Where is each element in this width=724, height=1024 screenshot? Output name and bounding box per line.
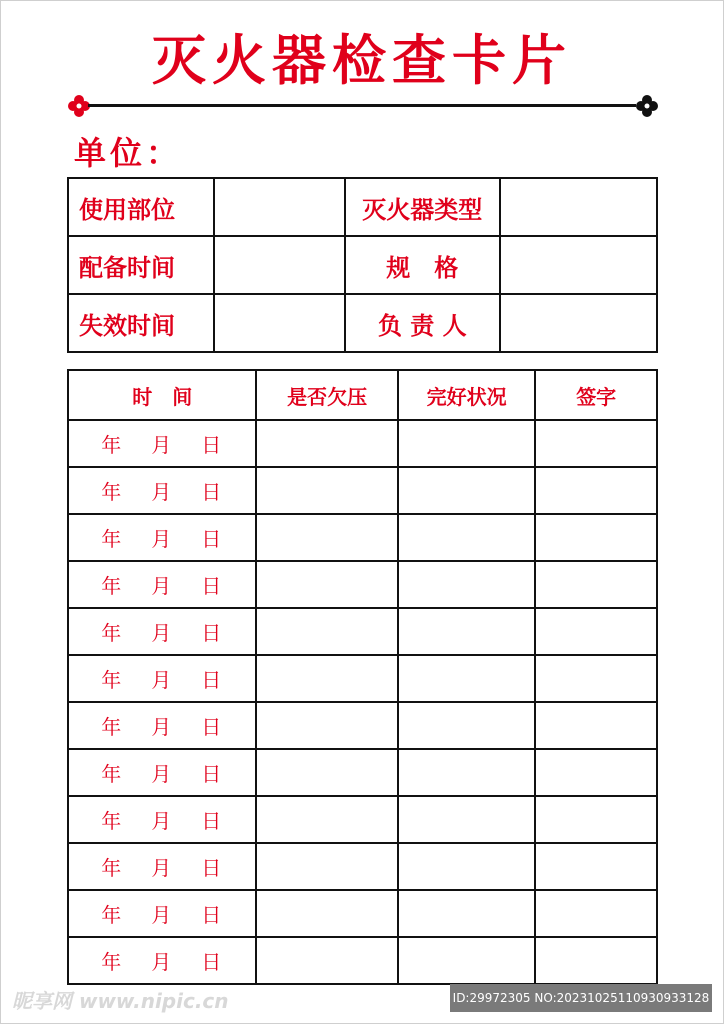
date-cell[interactable] [68, 514, 256, 561]
date-day-label: 日 [201, 903, 224, 927]
log-header-row [68, 370, 657, 420]
date-day-label: 日 [201, 527, 224, 551]
under-pressure-cell[interactable] [256, 420, 397, 467]
usage-location-label: 使用部位 [68, 178, 214, 236]
date-cell[interactable] [68, 796, 256, 843]
unit-label: 单位： [74, 134, 183, 172]
date-year-label: 年 [101, 480, 124, 504]
date-day-label: 日 [201, 762, 224, 786]
equip-date-label: 配备时间 [68, 236, 214, 294]
under-pressure-cell[interactable] [256, 655, 397, 702]
header-under-pressure: 是否欠压 [256, 370, 397, 420]
signature-cell[interactable] [535, 608, 657, 655]
table-row [68, 420, 657, 467]
under-pressure-cell[interactable] [256, 749, 397, 796]
date-cell[interactable] [68, 749, 256, 796]
image-id-badge: ID:29972305 NO:20231025110930933128 [450, 984, 712, 1012]
signature-cell[interactable] [535, 420, 657, 467]
date-day-label: 日 [201, 950, 224, 974]
date-year-label: 年 [101, 715, 124, 739]
under-pressure-cell[interactable] [256, 608, 397, 655]
table-row [68, 608, 657, 655]
expiry-date-field[interactable] [214, 294, 345, 352]
table-row [68, 467, 657, 514]
signature-cell[interactable] [535, 467, 657, 514]
date-day-label: 日 [201, 856, 224, 880]
date-year-label: 年 [101, 574, 124, 598]
date-day-label: 日 [201, 715, 224, 739]
left-flower-ornament-icon [68, 95, 90, 117]
signature-cell[interactable] [535, 890, 657, 937]
title-divider [88, 104, 636, 107]
signature-cell[interactable] [535, 655, 657, 702]
signature-cell[interactable] [535, 796, 657, 843]
usage-location-field[interactable] [214, 178, 345, 236]
right-flower-ornament-icon [636, 95, 658, 117]
header-signature: 签字 [535, 370, 657, 420]
table-row [68, 561, 657, 608]
signature-cell[interactable] [535, 561, 657, 608]
signature-cell[interactable] [535, 749, 657, 796]
date-year-label: 年 [101, 527, 124, 551]
under-pressure-cell[interactable] [256, 937, 397, 984]
table-row [68, 843, 657, 890]
date-day-label: 日 [201, 621, 224, 645]
under-pressure-cell[interactable] [256, 561, 397, 608]
table-row [68, 514, 657, 561]
date-month-label: 月 [151, 903, 174, 927]
date-month-label: 月 [151, 809, 174, 833]
signature-cell[interactable] [535, 702, 657, 749]
under-pressure-cell[interactable] [256, 514, 397, 561]
under-pressure-cell[interactable] [256, 796, 397, 843]
table-row [68, 702, 657, 749]
condition-cell[interactable] [398, 514, 536, 561]
condition-cell[interactable] [398, 749, 536, 796]
info-row-expiry-date [68, 294, 657, 352]
date-year-label: 年 [101, 621, 124, 645]
responsible-person-field[interactable] [500, 294, 657, 352]
responsible-person-label: 负 责 人 [345, 294, 500, 352]
condition-cell[interactable] [398, 561, 536, 608]
date-month-label: 月 [151, 856, 174, 880]
date-day-label: 日 [201, 574, 224, 598]
extinguisher-type-field[interactable] [500, 178, 657, 236]
table-row [68, 796, 657, 843]
date-year-label: 年 [101, 668, 124, 692]
specification-field[interactable] [500, 236, 657, 294]
date-day-label: 日 [201, 480, 224, 504]
info-row-usage-location [68, 178, 657, 236]
date-cell[interactable] [68, 420, 256, 467]
info-row-equip-date [68, 236, 657, 294]
condition-cell[interactable] [398, 467, 536, 514]
date-cell[interactable] [68, 561, 256, 608]
table-row [68, 749, 657, 796]
signature-cell[interactable] [535, 843, 657, 890]
under-pressure-cell[interactable] [256, 890, 397, 937]
table-row [68, 937, 657, 984]
condition-cell[interactable] [398, 890, 536, 937]
date-cell[interactable] [68, 467, 256, 514]
date-day-label: 日 [201, 433, 224, 457]
date-year-label: 年 [101, 950, 124, 974]
condition-cell[interactable] [398, 608, 536, 655]
date-month-label: 月 [151, 574, 174, 598]
date-month-label: 月 [151, 433, 174, 457]
condition-cell[interactable] [398, 843, 536, 890]
under-pressure-cell[interactable] [256, 843, 397, 890]
header-condition: 完好状况 [398, 370, 536, 420]
log-body [68, 420, 657, 984]
date-month-label: 月 [151, 762, 174, 786]
condition-cell[interactable] [398, 420, 536, 467]
signature-cell[interactable] [535, 514, 657, 561]
page-title: 灭火器检查卡片 [152, 29, 572, 92]
date-cell[interactable] [68, 655, 256, 702]
signature-cell[interactable] [535, 937, 657, 984]
date-day-label: 日 [201, 668, 224, 692]
under-pressure-cell[interactable] [256, 702, 397, 749]
date-year-label: 年 [101, 809, 124, 833]
watermark-text: 昵享网 www.nipic.cn [12, 989, 229, 1013]
under-pressure-cell[interactable] [256, 467, 397, 514]
date-cell[interactable] [68, 937, 256, 984]
date-year-label: 年 [101, 433, 124, 457]
equip-date-field[interactable] [214, 236, 345, 294]
date-cell[interactable] [68, 890, 256, 937]
date-year-label: 年 [101, 762, 124, 786]
date-month-label: 月 [151, 480, 174, 504]
inspection-log-table [67, 369, 658, 985]
date-month-label: 月 [151, 668, 174, 692]
condition-cell[interactable] [398, 655, 536, 702]
expiry-date-label: 失效时间 [68, 294, 214, 352]
condition-cell[interactable] [398, 937, 536, 984]
date-month-label: 月 [151, 621, 174, 645]
condition-cell[interactable] [398, 796, 536, 843]
date-day-label: 日 [201, 809, 224, 833]
date-month-label: 月 [151, 527, 174, 551]
specification-label: 规 格 [345, 236, 500, 294]
header-time: 时 间 [68, 370, 256, 420]
date-month-label: 月 [151, 950, 174, 974]
table-row [68, 655, 657, 702]
date-cell[interactable] [68, 702, 256, 749]
date-cell[interactable] [68, 843, 256, 890]
date-month-label: 月 [151, 715, 174, 739]
date-year-label: 年 [101, 903, 124, 927]
info-table [67, 177, 658, 353]
date-cell[interactable] [68, 608, 256, 655]
condition-cell[interactable] [398, 702, 536, 749]
extinguisher-type-label: 灭火器类型 [345, 178, 500, 236]
date-year-label: 年 [101, 856, 124, 880]
table-row [68, 890, 657, 937]
